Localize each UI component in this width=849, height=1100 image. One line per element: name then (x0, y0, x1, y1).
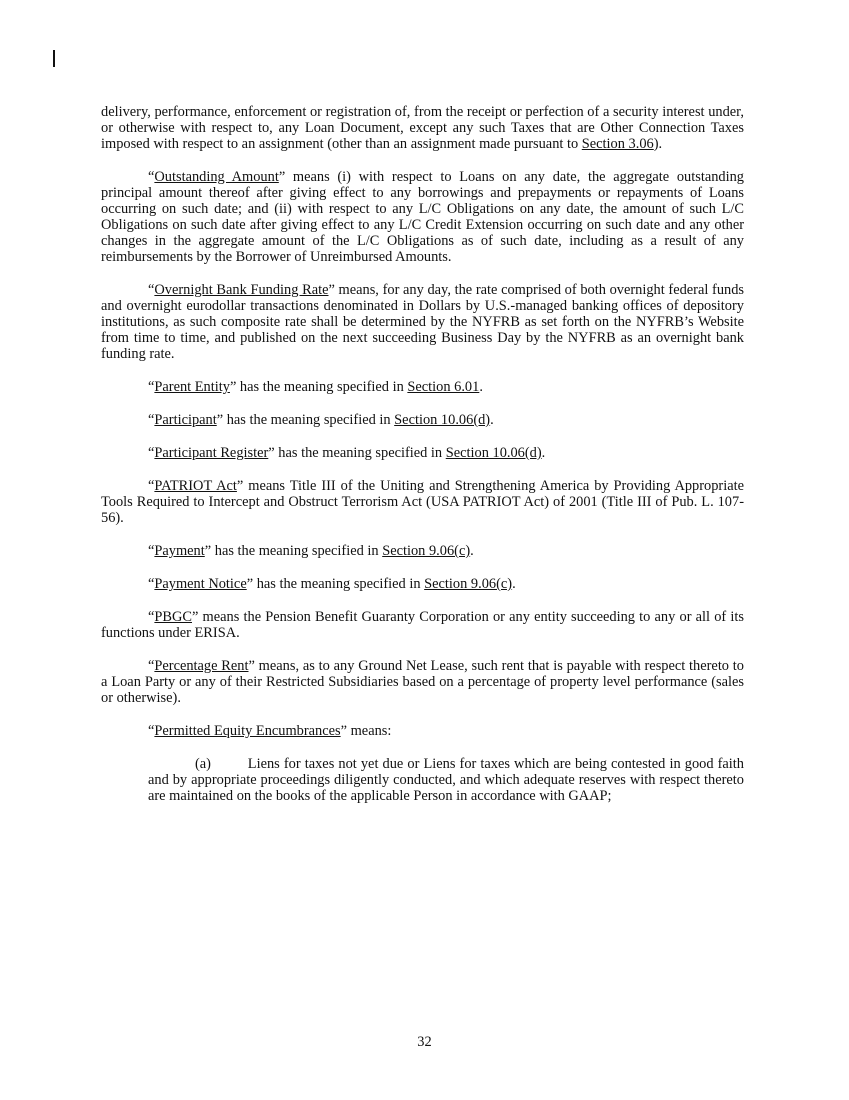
defined-term: Percentage Rent (154, 658, 249, 674)
section-reference-link: Section 6.01 (407, 379, 480, 395)
definition-text-after: . (541, 445, 546, 461)
definition-text: has the meaning specified in (274, 445, 446, 461)
definition-parent-entity: “Parent Entity” has the meaning specified in Section 6.01. (148, 379, 483, 395)
defined-term: PBGC (154, 609, 192, 625)
definition-percentage-rent: “Percentage Rent” means, as to any Ground Net Lease, such rent that is payable with respect thereto to a Loan Party or any of their Restricted Subsidiaries based on a percentage of property level performance (sales or otherwise). (101, 658, 744, 706)
section-reference-link: Section 10.06(d) (394, 412, 491, 428)
definition-outstanding-amount: “Outstanding Amount” means (i) with respect to Loans on any date, the aggregate outstanding principal amount thereof after giving effect to any borrowings and prepayments or repayments of Loans occurring on such date; and (ii) with respect to any L/C Obligations on any date, the amount of such L/C Obligations on such date after giving effect to any L/C Credit Extension occurring on such date and any other changes in the aggregate amount of the L/C Obligations as of such date, including as a result of any reimbursements by the Borrower of Unreimbursed Amounts. (101, 169, 745, 265)
definition-text-after: . (512, 576, 516, 592)
page-number: 32 (417, 1034, 432, 1050)
defined-term: Participant (154, 412, 217, 428)
definition-payment: “Payment” has the meaning specified in Section 9.06(c). (148, 543, 474, 559)
definition-text-after: . (479, 379, 483, 395)
definition-text: means (i) with respect to Loans on any date, the aggregate outstanding principal amount thereof after giving effect to any borrowings and prepayments or repayments of Loans occurring on such date; and (ii) with respect to any L/C Obligations on any date, the amount of such L/C Obligations on such date after giving effect to any L/C Credit Extension occurring on such date and any other changes in the aggregate amount of the L/C Obligations as of such date, including as a result of any reimbursements by the Borrower of Unreimbursed Amounts. (101, 169, 745, 265)
definition-text: means, for any day, the rate comprised of both overnight federal funds and overnight eurodollar transactions denominated in Dollars by U.S.-managed banking offices of depository institutions, as such composite rate shall be determined by the NYFRB as set forth on the NYFRB’s Website from time to time, and published on the next succeeding Business Day by the NYFRB as an overnight bank funding rate. (101, 282, 745, 362)
definition-payment-notice: “Payment Notice” has the meaning specified in Section 9.06(c). (148, 576, 516, 592)
defined-term: Parent Entity (154, 379, 230, 395)
definition-text: means the Pension Benefit Guaranty Corporation or any entity succeeding to any or all of its functions under ERISA. (101, 609, 744, 641)
list-item-text: Liens for taxes not yet due or Liens for taxes which are being contested in good faith and by appropriate proceedings diligently conducted, and which adequate reserves with respect thereto are maintained on the books of the applicable Person in accordance with GAAP; (148, 756, 744, 804)
definition-pbgc: “PBGC” means the Pension Benefit Guaranty Corporation or any entity succeeding to any or all of its functions under ERISA. (101, 609, 744, 641)
paragraph-text: delivery, performance, enforcement or registration of, from the receipt or perfection of a security interest under, or otherwise with respect to, any Loan Document, except any such Taxes that are Other Connection Taxes imposed with respect to an assignment (other than an assignment made pursuant to (101, 104, 744, 152)
definition-overnight-bank-funding-rate: “Overnight Bank Funding Rate” means, for any day, the rate comprised of both overnight federal funds and overnight eurodollar transactions denominated in Dollars by U.S.-managed banking offices of depository institutions, as such composite rate shall be determined by the NYFRB as set forth on the NYFRB’s Website from time to time, and published on the next succeeding Business Day by the NYFRB as an overnight bank funding rate. (101, 282, 745, 362)
section-reference-link: Section 3.06 (581, 136, 654, 152)
definition-participant-register: “Participant Register” has the meaning specified in Section 10.06(d). (148, 445, 546, 461)
section-reference-link: Section 9.06(c) (424, 576, 513, 592)
defined-term: Permitted Equity Encumbrances (154, 723, 341, 739)
revision-change-bar (53, 50, 55, 67)
section-reference-link: Section 10.06(d) (445, 445, 542, 461)
defined-term: Overnight Bank Funding Rate (154, 282, 329, 298)
section-reference-link: Section 9.06(c) (382, 543, 471, 559)
definition-text-after: . (490, 412, 494, 428)
paragraph-continuation (101, 104, 744, 152)
definition-text-after: . (470, 543, 474, 559)
definition-text: has the meaning specified in (211, 543, 383, 559)
defined-term: Payment (154, 543, 205, 559)
definition-text: has the meaning specified in (236, 379, 408, 395)
defined-term: Payment Notice (154, 576, 247, 592)
definition-participant: “Participant” has the meaning specified in Section 10.06(d). (148, 412, 494, 428)
definition-text: has the meaning specified in (223, 412, 395, 428)
definition-text: has the meaning specified in (253, 576, 425, 592)
page-body (101, 104, 744, 821)
paragraph-text-after: ). (653, 136, 663, 152)
definition-text: means Title III of the Uniting and Strengthening America by Providing Appropriate Tools Required to Intercept and Obstruct Terrorism Act (USA PATRIOT Act) of 2001 (Title III of Pub. L. 107-56). (101, 478, 744, 526)
definition-text: means, as to any Ground Net Lease, such rent that is payable with respect thereto to a Loan Party or any of their Restricted Subsidiaries based on a percentage of property level performance (sales or otherwise). (101, 658, 744, 706)
list-item-a (148, 756, 744, 804)
definition-text: means: (347, 723, 392, 739)
defined-term: Participant Register (154, 445, 269, 461)
definition-patriot-act: “PATRIOT Act” means Title III of the Uniting and Strengthening America by Providing Appropriate Tools Required to Intercept and Obstruct Terrorism Act (USA PATRIOT Act) of 2001 (Title III of Pub. L. 107-56). (101, 478, 744, 526)
defined-term: Outstanding Amount (154, 169, 279, 185)
list-item-label: (a) (195, 756, 211, 772)
definition-permitted-equity-encumbrances: “Permitted Equity Encumbrances” means: (148, 723, 392, 739)
defined-term: PATRIOT Act (154, 478, 237, 494)
